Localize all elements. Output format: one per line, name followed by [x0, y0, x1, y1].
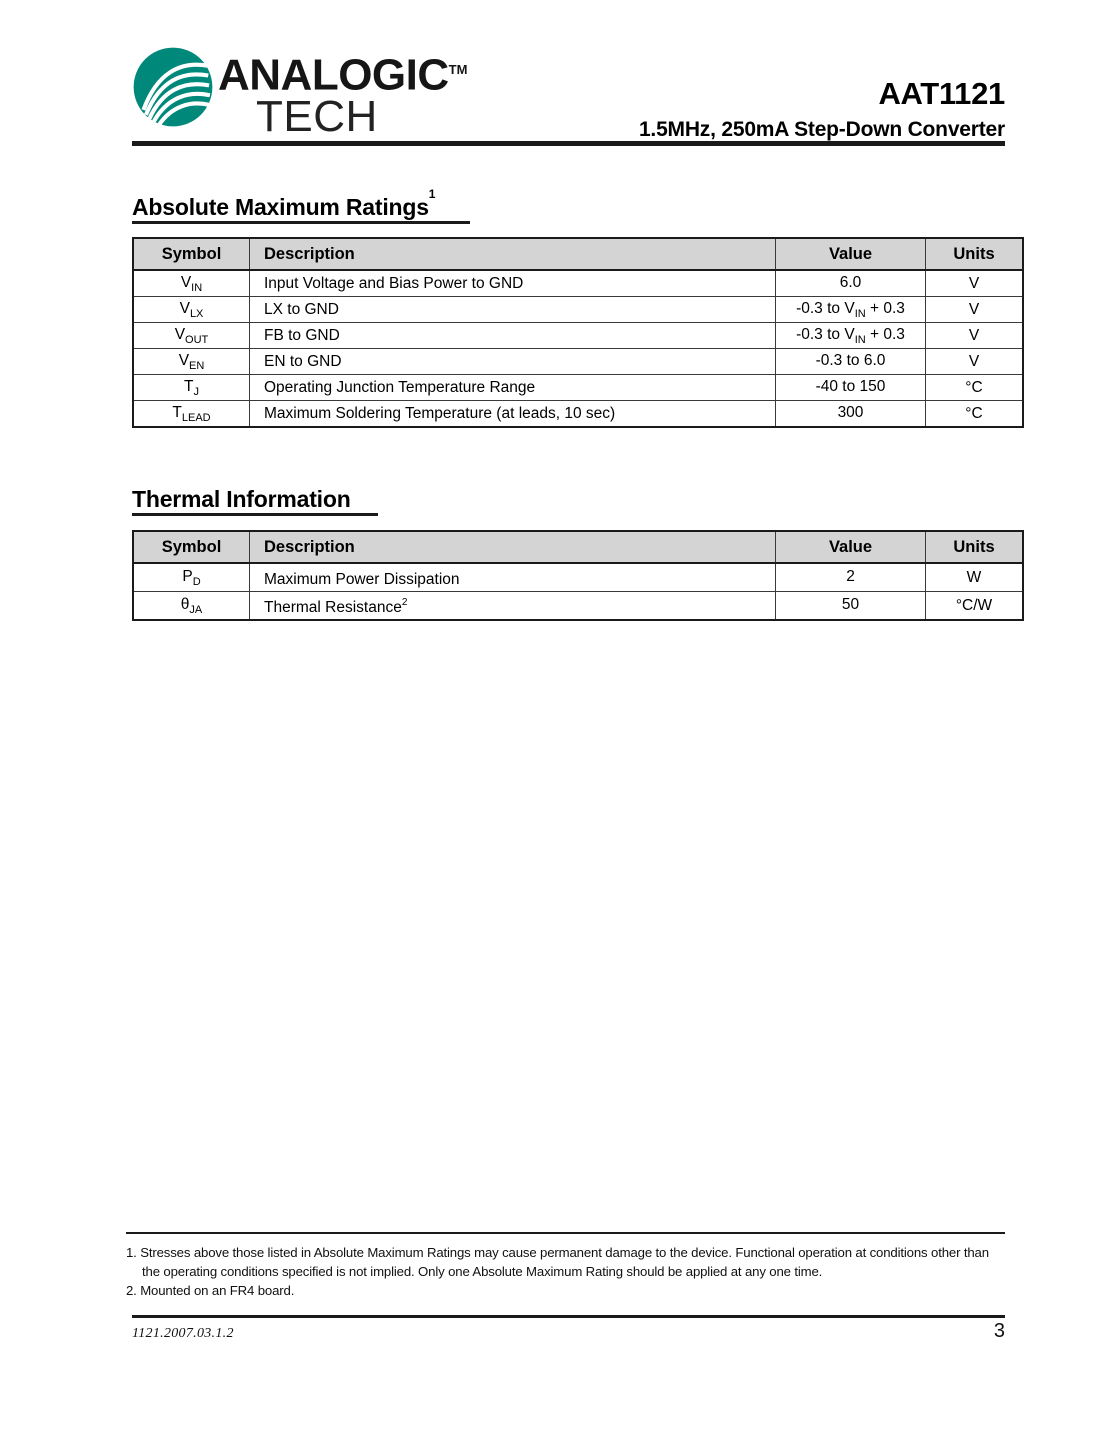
cell-description: FB to GND	[250, 323, 776, 349]
cell-units: V	[926, 297, 1024, 323]
cell-units: V	[926, 270, 1024, 297]
logo-wordmark	[218, 50, 468, 141]
cell-value: 50	[776, 592, 926, 621]
cell-value: -0.3 to 6.0	[776, 349, 926, 375]
footnote-item-2: 2. Mounted on an FR4 board.	[126, 1283, 295, 1298]
cell-units: °C	[926, 401, 1024, 428]
footnote-item-1: 1. Stresses above those listed in Absolute Maximum Ratings may cause permanent damage to the device. Functional operation at conditions other than the operating conditions specified is not implied. Only one Absolute Maximum Rating should be applied at any one time.	[126, 1245, 989, 1279]
cell-units: °C/W	[926, 592, 1024, 621]
footnotes-block	[126, 1243, 1008, 1300]
part-subtitle: 1.5MHz, 250mA Step-Down Converter	[638, 118, 1005, 141]
logo-text-analogic: ANALOGIC™	[218, 50, 468, 100]
cell-units: V	[926, 349, 1024, 375]
column-header-symbol: Symbol	[133, 531, 250, 563]
cell-value: -40 to 150	[776, 375, 926, 401]
table-row	[133, 323, 1023, 349]
logo-text-tech: TECH	[256, 91, 378, 141]
cell-description: LX to GND	[250, 297, 776, 323]
table-row	[133, 592, 1023, 621]
table-row	[133, 401, 1023, 428]
column-header-value: Value	[776, 531, 926, 563]
cell-description: Maximum Power Dissipation	[250, 563, 776, 592]
column-header-units: Units	[926, 238, 1024, 270]
column-header-description: Description	[250, 531, 776, 563]
column-header-units: Units	[926, 531, 1024, 563]
cell-symbol: $V_{EN}$	[133, 349, 250, 375]
cell-units: °C	[926, 375, 1024, 401]
cell-value: 300	[776, 401, 926, 428]
cell-description: Maximum Soldering Temperature (at leads, 10 sec)	[250, 401, 776, 428]
cell-symbol: $V_{LX}$	[133, 297, 250, 323]
cell-value: 2	[776, 563, 926, 592]
table-row	[133, 297, 1023, 323]
thermal-information-table	[132, 530, 1024, 621]
cell-symbol: $\theta_{JA}$	[133, 592, 250, 621]
cell-description: Operating Junction Temperature Range	[250, 375, 776, 401]
section-underline-2	[132, 513, 378, 516]
section-title-footnote-marker: 1	[428, 186, 436, 201]
section-title-thermal-information: Thermal Information	[132, 486, 351, 512]
cell-description: EN to GND	[250, 349, 776, 375]
trademark-symbol: TM	[448, 62, 468, 77]
column-header-description: Description	[250, 238, 776, 270]
table-header-row	[133, 531, 1023, 563]
table-row	[133, 375, 1023, 401]
absolute-maximum-ratings-table	[132, 237, 1024, 428]
cell-description: Thermal Resistance$^2$	[250, 592, 776, 621]
cell-symbol: $P_D$	[133, 563, 250, 592]
cell-value: -0.3 to $V_{IN} + 0.3$	[776, 323, 926, 349]
company-logo	[132, 46, 468, 141]
cell-value: 6.0	[776, 270, 926, 297]
section-title-absolute-maximum-ratings: Absolute Maximum Ratings$^1$	[132, 186, 436, 220]
cell-symbol: $V_{OUT}$	[133, 323, 250, 349]
footnote-divider-rule	[126, 1232, 1005, 1234]
section-underline-1	[132, 221, 470, 224]
table-row	[133, 270, 1023, 297]
cell-symbol: $T_J$	[133, 375, 250, 401]
page-header	[132, 46, 1005, 142]
analogic-globe-icon	[132, 46, 214, 128]
table-row	[133, 563, 1023, 592]
cell-units: V	[926, 323, 1024, 349]
cell-symbol: $T_{LEAD}$	[133, 401, 250, 428]
page-number: 3	[993, 1320, 1005, 1342]
cell-units: W	[926, 563, 1024, 592]
table-header-row	[133, 238, 1023, 270]
document-revision-id: 1121.2007.03.1.2	[132, 1326, 234, 1341]
part-number: AAT1121	[878, 76, 1005, 111]
footer-divider-rule	[132, 1315, 1005, 1318]
column-header-value: Value	[776, 238, 926, 270]
table-row	[133, 349, 1023, 375]
column-header-symbol: Symbol	[133, 238, 250, 270]
header-divider-rule	[132, 141, 1005, 146]
cell-symbol: $V_{IN}$	[133, 270, 250, 297]
cell-description: Input Voltage and Bias Power to GND	[250, 270, 776, 297]
cell-value: -0.3 to $V_{IN} + 0.3$	[776, 297, 926, 323]
